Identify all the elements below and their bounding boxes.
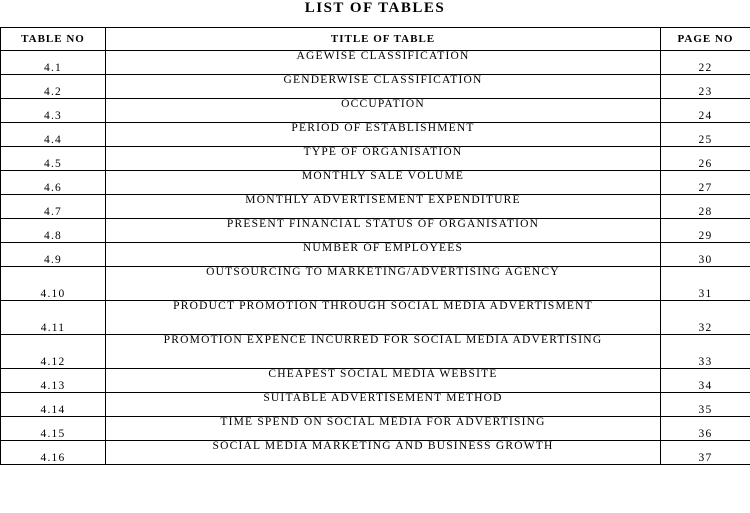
table-number: 4.7 xyxy=(1,195,106,219)
table-row xyxy=(1,393,750,417)
table-row xyxy=(1,441,750,465)
table-title: MONTHLY SALE VOLUME xyxy=(106,171,661,195)
page-number: 27 xyxy=(661,171,750,195)
table-title: OUTSOURCING TO MARKETING/ADVERTISING AGENCY xyxy=(106,267,661,301)
table-row xyxy=(1,171,750,195)
page-number: 33 xyxy=(661,335,750,369)
page-number: 32 xyxy=(661,301,750,335)
table-title: SUITABLE ADVERTISEMENT METHOD xyxy=(106,393,661,417)
table-title: MONTHLY ADVERTISEMENT EXPENDITURE xyxy=(106,195,661,219)
table-row xyxy=(1,123,750,147)
list-of-tables xyxy=(0,27,750,465)
table-row xyxy=(1,267,750,301)
table-title: CHEAPEST SOCIAL MEDIA WEBSITE xyxy=(106,369,661,393)
table-row xyxy=(1,417,750,441)
page-number: 37 xyxy=(661,441,750,465)
table-title: NUMBER OF EMPLOYEES xyxy=(106,243,661,267)
page-number: 24 xyxy=(661,99,750,123)
table-row xyxy=(1,75,750,99)
page-number: 23 xyxy=(661,75,750,99)
table-title: GENDERWISE CLASSIFICATION xyxy=(106,75,661,99)
table-number: 4.15 xyxy=(1,417,106,441)
table-row xyxy=(1,369,750,393)
table-title: PERIOD OF ESTABLISHMENT xyxy=(106,123,661,147)
table-row xyxy=(1,301,750,335)
table-row xyxy=(1,219,750,243)
header-title-of-table: TITLE OF TABLE xyxy=(106,28,661,51)
table-title: SOCIAL MEDIA MARKETING AND BUSINESS GROWTH xyxy=(106,441,661,465)
page-number: 36 xyxy=(661,417,750,441)
table-number: 4.5 xyxy=(1,147,106,171)
table-title: PROMOTION EXPENCE INCURRED FOR SOCIAL MEDIA ADVERTISING xyxy=(106,335,661,369)
table-number: 4.1 xyxy=(1,51,106,75)
table-number: 4.10 xyxy=(1,267,106,301)
page-number: 28 xyxy=(661,195,750,219)
header-page-no: PAGE NO xyxy=(661,28,750,51)
table-number: 4.4 xyxy=(1,123,106,147)
table-title: TYPE OF ORGANISATION xyxy=(106,147,661,171)
table-row xyxy=(1,195,750,219)
table-row xyxy=(1,99,750,123)
table-number: 4.2 xyxy=(1,75,106,99)
table-row xyxy=(1,335,750,369)
page-number: 30 xyxy=(661,243,750,267)
page-title: LIST OF TABLES xyxy=(304,0,446,16)
table-number: 4.11 xyxy=(1,301,106,335)
table-number: 4.8 xyxy=(1,219,106,243)
table-title: AGEWISE CLASSIFICATION xyxy=(106,51,661,75)
table-number: 4.6 xyxy=(1,171,106,195)
table-number: 4.3 xyxy=(1,99,106,123)
table-title: PRESENT FINANCIAL STATUS OF ORGANISATION xyxy=(106,219,661,243)
table-title: PRODUCT PROMOTION THROUGH SOCIAL MEDIA ADVERTISMENT xyxy=(106,301,661,335)
table-header-row xyxy=(1,28,750,51)
table-row xyxy=(1,243,750,267)
table-number: 4.13 xyxy=(1,369,106,393)
page-number: 22 xyxy=(661,51,750,75)
table-title: OCCUPATION xyxy=(106,99,661,123)
header-table-no: TABLE NO xyxy=(1,28,106,51)
page-number: 25 xyxy=(661,123,750,147)
page-number: 31 xyxy=(661,267,750,301)
page-number: 35 xyxy=(661,393,750,417)
table-row xyxy=(1,51,750,75)
page-number: 34 xyxy=(661,369,750,393)
table-number: 4.16 xyxy=(1,441,106,465)
table-number: 4.9 xyxy=(1,243,106,267)
page-number: 29 xyxy=(661,219,750,243)
table-number: 4.14 xyxy=(1,393,106,417)
page-number: 26 xyxy=(661,147,750,171)
table-title: TIME SPEND ON SOCIAL MEDIA FOR ADVERTISING xyxy=(106,417,661,441)
table-row xyxy=(1,147,750,171)
table-number: 4.12 xyxy=(1,335,106,369)
